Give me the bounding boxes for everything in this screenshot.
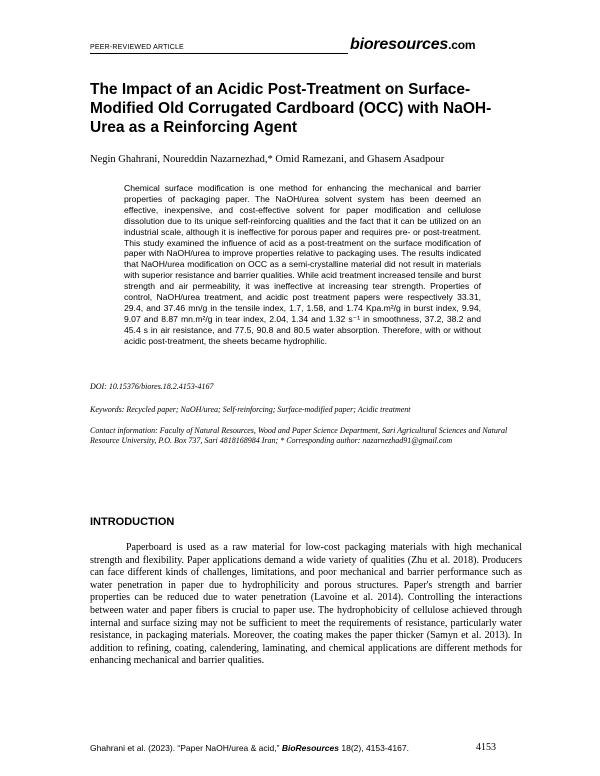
doi[interactable]: DOI: 10.15376/biores.18.2.4153-4167	[90, 382, 214, 391]
footer-citation	[90, 743, 409, 753]
journal-name: bioresources	[350, 36, 449, 53]
citation-journal: BioResources	[281, 743, 339, 753]
abstract: Chemical surface modification is one method for enhancing the mechanical and barrier properties of packaging paper. The NaOH/urea solvent system has been deemed an effective, inexpensive, and cost-effective solvent for paper modification and cellulose dissolution due to its unique self-reinforcing qualities and the fact that it can be utilized on an industrial scale, although it is ineffective for porous paper and requires pre- or post-treatment. This study examined the influence of acid as a post-treatment on the surface modification of paper with NaOH/urea to improve properties relative to packaging uses. The results indicated that NaOH/urea modification on OCC as a semi-crystalline material did not result in materials with superior resistance and barrier qualities. While acid treatment increased tensile and burst strength and air permeability, it was ineffective at increasing tear strength. Properties of control, NaOH/urea treatment, and acidic post treatment papers were respectively 33.31, 29.4, and 37.46 mn/g in the tensile index, 1.7, 1.58, and 1.74 Kpa.m²/g in burst index, 9.94, 9.07 and 8.87 mn.m²/g in tear index, 2.04, 1.34 and 1.32 s⁻¹ in smoothness, 37.2, 38.2 and 45.4 s in air resistance, and 77.5, 90.8 and 80.5 water absorption. Therefore, with or without acidic post-treatment, the sheets became hydrophilic.	[124, 183, 481, 346]
contact-information: Contact information: Faculty of Natural Resources, Wood and Paper Science Department, Sari Agricultural Sciences and Natural Resource University, P.O. Box 737, Sari 4818168984 Iran; * Corresponding author: nazarnezhad91@gmail.com	[90, 426, 508, 445]
journal-logo	[350, 36, 475, 54]
introduction-paragraph: Paperboard is used as a raw material for low-cost packaging materials with high mechanical strength and flexibility. Paper applications demand a wide variety of qualities (Zhu et al. 2018). Producers can face different kinds of challenges, limitations, and poor mechanical and barrier performance such as water penetration in paper due to hydrophilicity and porous structures. Paper's strength and barrier properties can be reduced due to water penetration (Lavoine et al. 2014). Controlling the interactions between water and paper fibers is crucial to paper use. The hydrophobicity of cellulose achieved through internal and surface sizing may not be sufficient to meet the requirements of resistance, particularly water resistance, in packaging materials. Moreover, the coating makes the paper thicker (Samyn et al. 2013). In addition to refining, coating, calendering, laminating, and chemical applications are different methods for enhancing mechanical and barrier qualities.	[90, 542, 522, 667]
author-list: Negin Ghahrani, Noureddin Nazarnezhad,* Omid Ramezani, and Ghasem Asadpour	[90, 154, 445, 165]
section-heading-introduction: INTRODUCTION	[90, 516, 175, 528]
page-number: 4153	[476, 742, 496, 753]
journal-domain: .com	[448, 38, 476, 52]
section-label: PEER-REVIEWED ARTICLE	[90, 44, 184, 51]
header-rule	[90, 53, 348, 54]
keywords: Keywords: Recycled paper; NaOH/urea; Self-reinforcing; Surface-modified paper; Acidic treatment	[90, 405, 411, 414]
article-title: The Impact of an Acidic Post-Treatment on Surface-Modified Old Corrugated Cardboard (OCC) with NaOH-Urea as a Reinforcing Agent	[90, 81, 492, 136]
citation-prefix: Ghahrani et al. (2023). “Paper NaOH/urea & acid,”	[90, 743, 280, 753]
citation-suffix: 18(2), 4153-4167.	[341, 743, 409, 753]
